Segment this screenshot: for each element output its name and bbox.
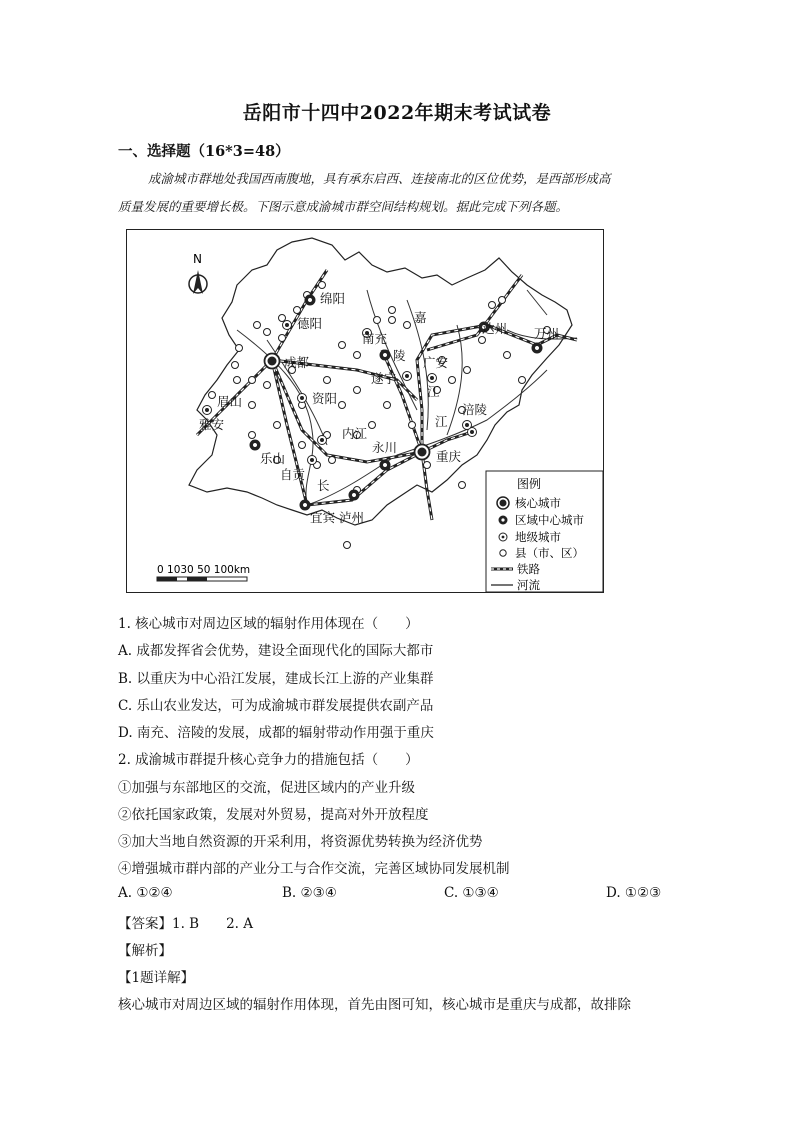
label-chengdu: 成都	[284, 355, 310, 370]
label-guangan: 广安	[423, 355, 449, 370]
label-jia: 嘉	[414, 310, 427, 325]
question-1-option-c: C. 乐山农业发达，可为成渝城市群发展提供农副产品	[118, 698, 434, 714]
legend-regional-center: 区域中心城市	[515, 513, 584, 527]
legend-prefecture: 地级城市	[515, 530, 561, 544]
legend-railway: 铁路	[517, 562, 540, 576]
label-ling: 陵	[393, 348, 406, 363]
label-ziyang: 资阳	[312, 391, 338, 406]
answer-line: 【答案】1. B 2. A	[118, 916, 254, 932]
label-suining: 遂宁	[371, 371, 397, 386]
question-2-option-c: C. ①③④	[444, 885, 499, 901]
question-2-option-b: B. ②③④	[282, 885, 337, 901]
legend-river: 河流	[517, 578, 540, 592]
question-2-statement-2: ②依托国家政策，发展对外贸易，提高对外开放程度	[118, 807, 429, 823]
label-chang: 长	[317, 478, 330, 493]
question-2-stem: 2. 成渝城市群提升核心竞争力的措施包括（ ）	[118, 752, 419, 768]
label-yibin: 宜宾	[310, 510, 336, 525]
label-yongchuan: 永川	[372, 440, 398, 455]
question-2-option-d: D. ①②③	[606, 885, 662, 901]
question-1-option-b: B. 以重庆为中心沿江发展，建成长江上游的产业集群	[118, 671, 434, 687]
label-chongqing: 重庆	[436, 449, 462, 464]
label-leshan: 乐山	[260, 451, 286, 466]
analysis-heading: 【解析】	[118, 943, 172, 959]
chengyu-map	[126, 229, 604, 593]
scale-label: 0 1030 50 100km	[157, 564, 251, 576]
map-legend	[486, 471, 603, 592]
label-nanchong: 南充	[362, 331, 388, 346]
label-deyang: 德阳	[297, 316, 323, 331]
intro-line-1: 成渝城市群地处我国西南腹地，具有承东启西、连接南北的区位优势，是西部形成高	[148, 171, 611, 186]
section-heading: 一、选择题（16*3=48）	[118, 143, 290, 160]
question-2-statement-1: ①加强与东部地区的交流，促进区域内的产业升级	[118, 780, 415, 796]
label-meishan: 眉山	[217, 394, 243, 409]
legend-title: 图例	[517, 477, 542, 491]
question-2-statement-3: ③加大当地自然资源的开采利用，将资源优势转换为经济优势	[118, 834, 483, 850]
question-1-stem: 1. 核心城市对周边区域的辐射作用体现在（ ）	[118, 616, 419, 632]
label-jiang1: 江	[427, 384, 440, 399]
question-2-option-a: A. ①②④	[118, 885, 173, 901]
question-1-option-d: D. 南充、涪陵的发展，成都的辐射带动作用强于重庆	[118, 725, 434, 741]
intro-line-2: 质量发展的重要增长极。下图示意成渝城市群空间结构规划。据此完成下列各题。	[118, 199, 569, 214]
label-luzhou: 泸州	[339, 510, 365, 525]
north-arrow-icon	[189, 252, 207, 294]
scale-bar	[157, 564, 250, 581]
page-title: 岳阳市十四中2022年期末考试试卷	[242, 102, 552, 124]
label-wanzhou: 万州	[534, 326, 560, 341]
label-neijiang: 内江	[342, 426, 368, 441]
question-2-statement-4: ④增强城市群内部的产业分工与合作交流，完善区域协同发展机制	[118, 861, 510, 877]
map-svg	[127, 230, 603, 592]
legend-county: 县（市、区）	[515, 546, 584, 560]
question-1-option-a: A. 成都发挥省会优势，建设全面现代化的国际大都市	[118, 643, 434, 659]
label-zigong: 自贡	[280, 467, 306, 482]
label-jiang2: 江	[435, 414, 448, 429]
legend-core-city: 核心城市	[515, 496, 561, 510]
explanation-line: 核心城市对周边区域的辐射作用体现，首先由图可知，核心城市是重庆与成都，故排除	[118, 997, 631, 1013]
label-dazhou: 达州	[482, 321, 508, 336]
north-label: N	[193, 252, 202, 266]
label-fuling: 涪陵	[462, 402, 488, 417]
label-yaan: 雅安	[199, 417, 225, 432]
question-1-detail-heading: 【1题详解】	[118, 970, 195, 986]
label-mianyang: 绵阳	[320, 291, 346, 306]
